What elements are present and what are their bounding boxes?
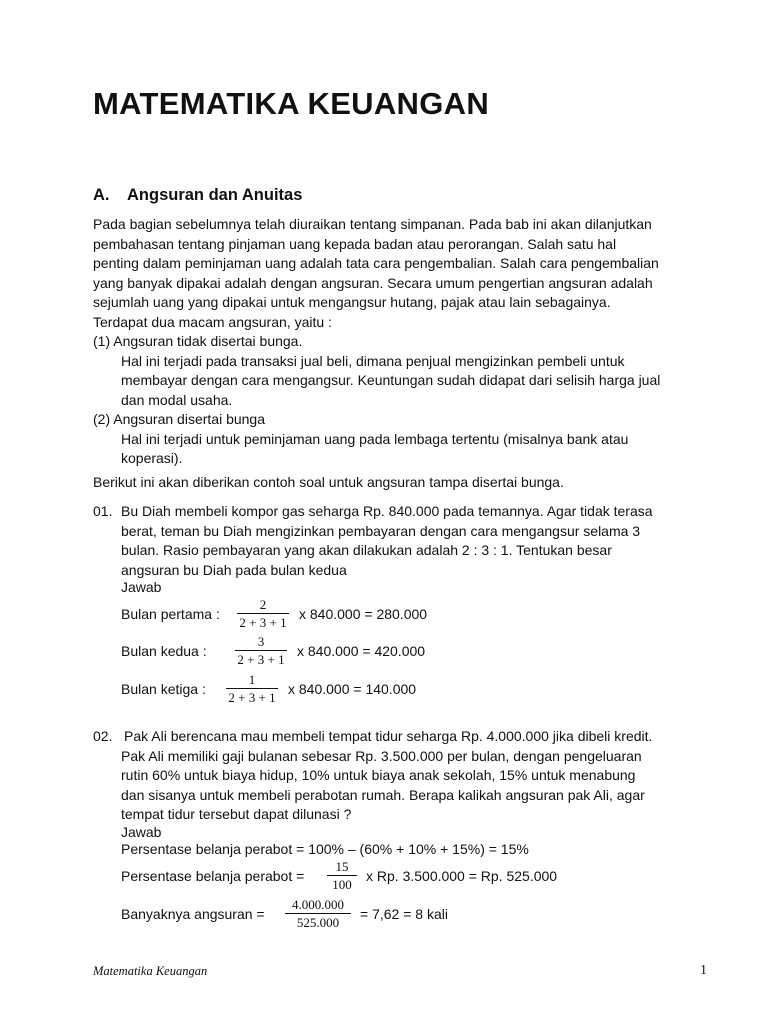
fraction-numerator: 15 bbox=[335, 859, 349, 874]
problem-2-line: Pak Ali memiliki gaji bulanan sebesar Rp. 3.500.000 per bulan, dengan pengeluaran bbox=[121, 747, 642, 764]
problem-1-line: Bu Diah membeli kompor gas seharga Rp. 840.000 pada temannya. Agar tidak terasa bbox=[121, 503, 653, 519]
fraction-denominator: 2 + 3 + 1 bbox=[228, 690, 276, 705]
fraction-denominator: 100 bbox=[332, 877, 352, 892]
page-title: MATEMATIKA KEUANGAN bbox=[93, 86, 490, 121]
type-1-desc: membayar dengan cara mengangsur. Keuntungan sudah didapat dari selisih harga jual bbox=[121, 372, 661, 388]
problem-2-step-2-fraction bbox=[327, 858, 357, 893]
problem-2-answer-label: Jawab bbox=[121, 824, 162, 840]
problem-1-answer-label: Jawab bbox=[121, 579, 162, 595]
intro-line: yang banyak dipakai adalah dengan angsuran. Secara umum pengertian angsuran adalah bbox=[93, 274, 653, 291]
problem-2-step-3-result: = 7,62 = 8 kali bbox=[360, 906, 448, 922]
example-intro: Berikut ini akan diberikan contoh soal untuk angsuran tampa disertai bunga. bbox=[93, 474, 564, 490]
problem-1-line: berat, teman bu Diah mengizinkan pembayaran dengan cara mengangsur selama 3 bbox=[121, 522, 641, 539]
fraction-numerator: 1 bbox=[248, 672, 256, 687]
fraction-numerator: 4.000.000 bbox=[292, 897, 344, 912]
fraction-denominator: 2 + 3 + 1 bbox=[239, 615, 287, 630]
type-2-desc: Hal ini terjadi untuk peminjaman uang pada lembaga tertentu (misalnya bank atau bbox=[121, 430, 629, 447]
problem-2-step-2-label: Persentase belanja perabot = bbox=[121, 868, 305, 884]
intro-line: Terdapat dua macam angsuran, yaitu : bbox=[93, 313, 332, 330]
problem-2-line: Pak Ali berencana mau membeli tempat tidur seharga Rp. 4.000.000 jika dibeli kredit. bbox=[124, 728, 653, 744]
section-title: Angsuran dan Anuitas bbox=[127, 186, 303, 204]
type-1-label: (1) Angsuran tidak disertai bunga. bbox=[93, 333, 303, 349]
footer-title: Matematika Keuangan bbox=[93, 964, 208, 978]
month-3-fraction bbox=[226, 671, 278, 706]
intro-line: penting dalam peminjaman uang adalah tata cara pengembalian. Salah cara pengembalian bbox=[93, 255, 659, 271]
problem-2-line: rutin 60% untuk biaya hidup, 10% untuk biaya anak sekolah, 15% untuk menabung bbox=[121, 767, 636, 783]
month-2-fraction bbox=[235, 633, 287, 668]
problem-1-line: bulan. Rasio pembayaran yang akan dilakukan adalah 2 : 3 : 1. Tentukan besar bbox=[121, 542, 612, 558]
problem-1-line: angsuran bu Diah pada bulan kedua bbox=[121, 561, 347, 578]
month-3-label: Bulan ketiga : bbox=[121, 681, 206, 697]
problem-2-step-3-label: Banyaknya angsuran = bbox=[121, 906, 265, 922]
problem-2-line: tempat tidur tersebut dapat dilunasi ? bbox=[121, 806, 352, 822]
month-2-label: Bulan kedua : bbox=[121, 643, 207, 659]
page-number: 1 bbox=[700, 963, 707, 978]
intro-line: pembahasan tentang pinjaman uang kepada badan atau perorangan. Salah satu hal bbox=[93, 235, 617, 252]
fraction-numerator: 2 bbox=[259, 597, 267, 612]
problem-2-step-2-result: x Rp. 3.500.000 = Rp. 525.000 bbox=[366, 868, 558, 884]
problem-2-step-3-fraction bbox=[285, 896, 351, 931]
type-1-desc: Hal ini terjadi pada transaksi jual beli, dimana penjual mengizinkan pembeli untuk bbox=[121, 352, 625, 369]
type-2-desc: koperasi). bbox=[121, 450, 183, 466]
section-heading bbox=[93, 186, 302, 205]
problem-2-step-1: Persentase belanja perabot = 100% – (60% + 10% + 15%) = 15% bbox=[121, 841, 529, 857]
fraction-numerator: 3 bbox=[257, 634, 265, 649]
problem-1-number: 01. bbox=[93, 503, 113, 519]
problem-2-number: 02. bbox=[93, 728, 113, 744]
month-3-result: x 840.000 = 140.000 bbox=[288, 681, 417, 697]
problem-2-line: dan sisanya untuk membeli perabotan rumah. Berapa kalikah angsuran pak Ali, agar bbox=[121, 786, 645, 803]
section-number: A. bbox=[93, 186, 110, 204]
fraction-denominator: 2 + 3 + 1 bbox=[237, 652, 285, 667]
month-1-label: Bulan pertama : bbox=[121, 606, 220, 622]
intro-line: sejumlah uang yang dipakai untuk mengangsur hutang, pajak atau lain sebagainya. bbox=[93, 294, 611, 310]
month-1-fraction bbox=[237, 596, 289, 631]
fraction-denominator: 525.000 bbox=[296, 915, 340, 930]
month-2-result: x 840.000 = 420.000 bbox=[297, 643, 426, 659]
type-2-label: (2) Angsuran disertai bunga bbox=[93, 411, 265, 427]
month-1-result: x 840.000 = 280.000 bbox=[299, 606, 428, 622]
intro-line: Pada bagian sebelumnya telah diuraikan tentang simpanan. Pada bab ini akan dilanjutkan bbox=[93, 216, 652, 232]
type-1-desc: dan modal usaha. bbox=[121, 391, 233, 408]
